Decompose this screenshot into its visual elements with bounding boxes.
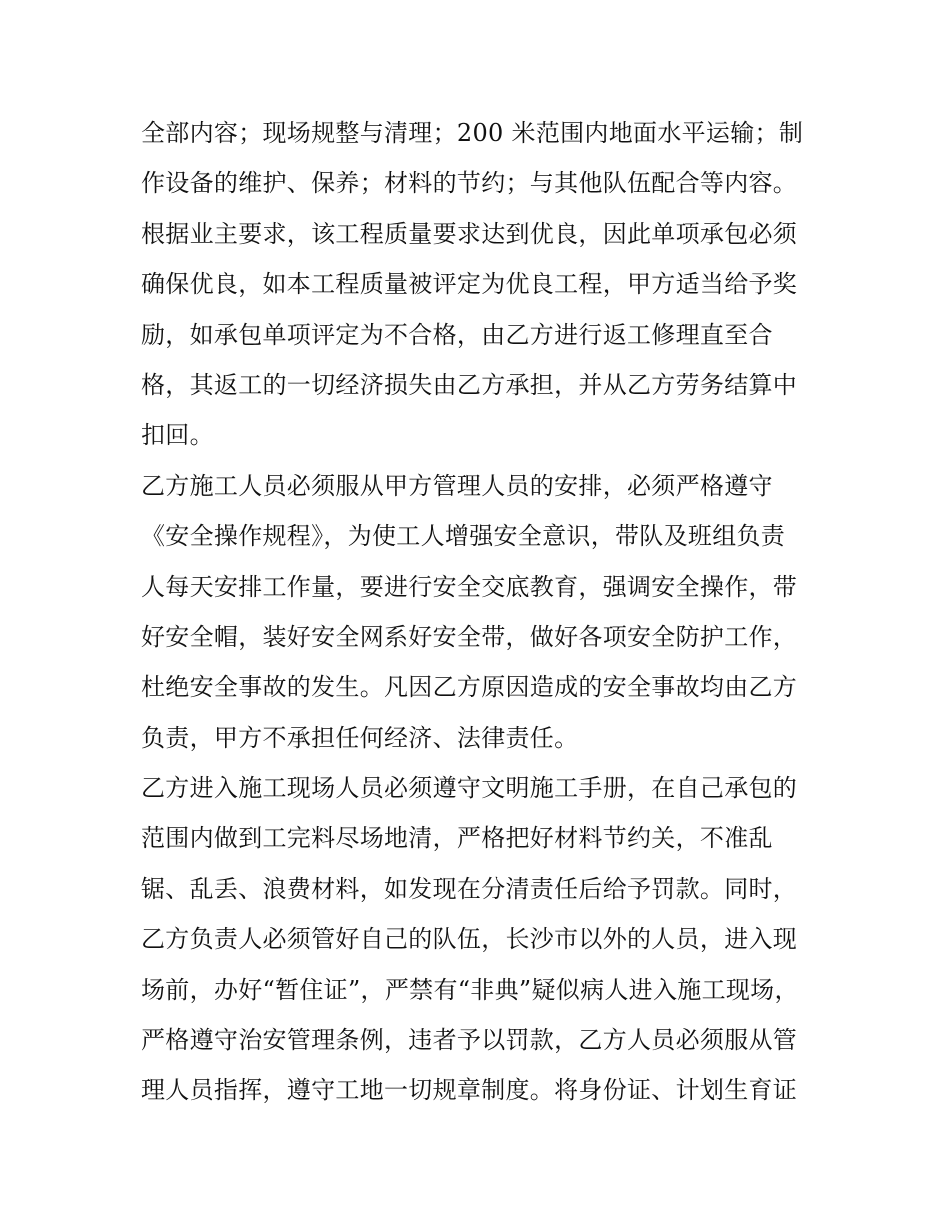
text-line: 理人员指挥，遵守工地一切规章制度。将身份证、计划生育证 [141,1076,798,1105]
text-line: 励，如承包单项评定为不合格，由乙方进行返工修理直至合 [141,320,773,349]
text-line: 扣回。 [141,421,214,450]
text-line: 根据业主要求，该工程质量要求达到优良，因此单项承包必须 [141,219,798,248]
text-line: 好安全帽，装好安全网系好安全带，做好各项安全防护工作， [141,622,798,651]
text-line: 格，其返工的一切经济损失由乙方承担，并从乙方劳务结算中 [141,370,798,399]
text-line: 《安全操作规程》，为使工人增强安全意识，带队及班组负责 [141,522,786,551]
text-line: 严格遵守治安管理条例，违者予以罚款，乙方人员必须服从管 [141,1026,798,1055]
text-line: 全部内容；现场规整与清理；200 米范围内地面水平运输；制 [141,119,804,147]
text-line: 场前，办好“暂住证”，严禁有“非典”疑似病人进入施工现场， [141,975,799,1004]
text-line: 作设备的维护、保养；材料的节约；与其他队伍配合等内容。 [141,169,798,198]
text-line: 乙方负责人必须管好自己的队伍，长沙市以外的人员，进入现 [141,925,798,954]
text-line: 负责，甲方不承担任何经济、法律责任。 [141,723,579,752]
document-body [141,108,821,1116]
text-line: 范围内做到工完料尽场地清，严格把好材料节约关，不准乱 [141,824,773,853]
text-line: 确保优良，如本工程质量被评定为优良工程，甲方适当给予奖 [141,270,798,299]
text-line: 乙方施工人员必须服从甲方管理人员的安排，必须严格遵守 [141,471,773,500]
text-line: 锯、乱丢、浪费材料，如发现在分清责任后给予罚款。同时， [141,874,798,903]
text-line: 乙方进入施工现场人员必须遵守文明施工手册，在自己承包的 [141,774,798,803]
text-line: 杜绝安全事故的发生。凡因乙方原因造成的安全事故均由乙方 [141,673,798,702]
text-line: 人每天安排工作量，要进行安全交底教育，强调安全操作，带 [141,572,798,601]
